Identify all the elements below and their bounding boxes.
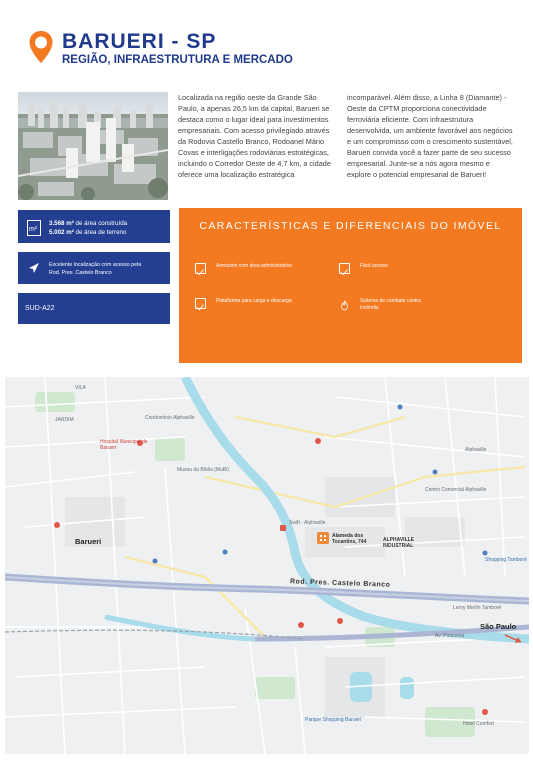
map-label-jardim: JARDIM (55, 417, 74, 423)
checkbox-check-icon (195, 263, 206, 274)
feature-label: Plataforma para carga e descarga (216, 298, 292, 304)
area-info-box (18, 210, 170, 243)
map-label-shopping-tambore: Shopping Tamboré (485, 557, 527, 563)
map-label-alameda: Alameda dos Tocantins, 744 (332, 533, 367, 545)
page-header (20, 28, 510, 72)
area-land-row (49, 229, 126, 236)
feature-label: Sistema de combate contra incêndio (360, 298, 421, 311)
area-built-label: de área construída (75, 220, 128, 227)
map-label-barueri: Barueri (75, 537, 102, 546)
map-label-condominio: Condomínio Alphaville (145, 415, 195, 421)
area-built-row (49, 220, 127, 227)
map-label-vila: VILA (75, 385, 86, 391)
city-skyline-image (18, 92, 168, 200)
checkbox-check-icon (339, 263, 350, 274)
map-label-av-piracema: Av. Piracema (435, 633, 465, 639)
map-label-alphaville: Alphaville (465, 447, 487, 453)
area-built-value: 3.568 m² (49, 220, 74, 227)
fire-icon (339, 298, 350, 309)
area-land-value: 5.002 m² (49, 229, 74, 236)
map-label-sao-paulo: São Paulo (480, 622, 517, 631)
property-code: SUD-A22 (25, 305, 55, 312)
location-line2: Rod. Pres. Castelo Branco (49, 270, 112, 276)
map-label-swift: Swift - Alphaville (289, 520, 326, 526)
location-map[interactable] (5, 377, 529, 754)
location-info-box (18, 252, 170, 284)
intro-text-col2: incomparável. Além disso, a Linha 8 (Diamante) - Oeste da CPTM proporciona conectividade ferroviária eficiente. Com infraestrutura desenvolvida, um ambiente favorável aos negócios e um compromisso com o crescimento sustentável, Barueri convida você a fazer parte de seu sucesso empresarial. Junte-se a nós agora mesmo e explore o potencial empresarial de Barueri! (347, 93, 513, 180)
map-label-leroy: Leroy Merlin Tamboré (453, 605, 502, 611)
features-panel (179, 208, 522, 363)
city-photo (18, 92, 168, 200)
intro-text-col1: Localizada na região oeste da Grande São Paulo, a apenas 26,5 km da capital, Barueri se destaca como o lugar ideal para investimentos empresariais. Com acesso privilegiado através da Rodovia Castello Branco, Rodoanel Mário Covas e interligações rodoviárias estratégicas, incluindo o Corredor Oeste de 4,7 km, a cidade oferece uma localização estratégica (178, 93, 331, 180)
area-icon (27, 220, 41, 236)
navigation-arrow-icon (27, 261, 41, 277)
map-label-museu: Museu da Bíblia (MuBi) (177, 467, 229, 473)
feature-label: Fácil acesso (360, 263, 388, 269)
map-label-centro-comercial: Centro Comercial Alphaville (425, 487, 487, 493)
code-info-box (18, 293, 170, 324)
page-subtitle: REGIÃO, INFRAESTRUTURA E MERCADO (62, 54, 293, 66)
map-label-hotel: Hotel Comfort (463, 721, 494, 727)
location-pin-icon (28, 30, 54, 64)
map-label-hospital: Hospital Municipal de Barueri (100, 439, 148, 451)
svg-text:m²: m² (29, 226, 38, 233)
map-graphic (5, 377, 529, 754)
checkbox-check-icon (195, 298, 206, 309)
map-label-rodovia: Rod. Pres. Castelo Branco (289, 578, 391, 589)
location-line1: Excelente localização com acesso pela (49, 262, 142, 268)
features-title: CARACTERÍSTICAS E DIFERENCIAIS DO IMÓVEL (199, 220, 502, 232)
area-land-label: de área de terreno (75, 229, 127, 236)
feature-label: Armazém com área administrativa (216, 263, 292, 269)
map-label-alphaville-industrial: ALPHAVILLE INDUSTRIAL (383, 537, 415, 549)
map-label-parque-shopping: Parque Shopping Barueri (305, 717, 362, 723)
page-title: BARUERI - SP (62, 30, 217, 53)
